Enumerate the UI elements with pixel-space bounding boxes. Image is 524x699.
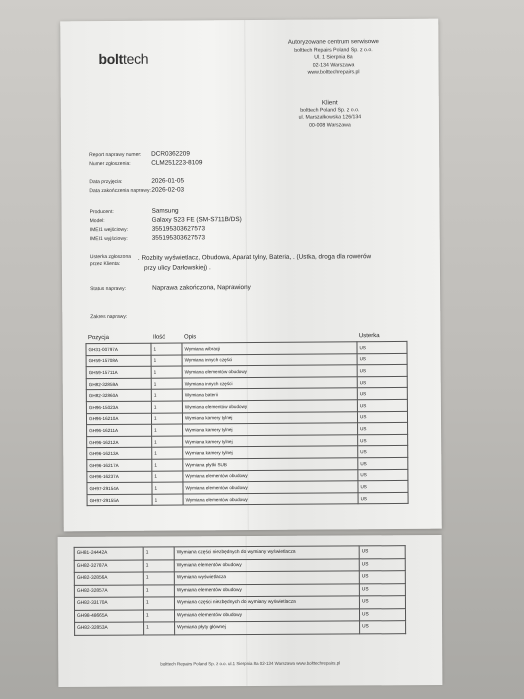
address-line: bolttech Repairs Poland Sp. z o.o. xyxy=(294,46,373,54)
fault-code: US xyxy=(359,583,405,596)
table-row xyxy=(75,621,406,635)
address-line: bolttech Poland Sp. z o.o. xyxy=(300,106,360,114)
date-done: 2026-02-03 xyxy=(151,186,185,194)
table-row xyxy=(87,492,408,506)
fault-code: US xyxy=(357,365,407,377)
date-in-row xyxy=(89,177,184,185)
part-code: GH96-16237A xyxy=(87,471,152,483)
field-label: Data zakończenia naprawy: xyxy=(89,187,151,195)
part-code: GH82-32856A xyxy=(74,572,143,585)
fault-description: . Rozbity wyświetlacz, Obudowa, Aparat tylny, Bateria, . (Ustka, droga dla rowerów xyxy=(137,253,372,262)
part-code: GH96-16213A xyxy=(87,448,152,460)
quantity: 1 xyxy=(143,584,174,597)
quantity: 1 xyxy=(143,572,174,585)
fault-code: US xyxy=(359,571,405,584)
fault-code: US xyxy=(357,341,407,353)
fault-code: US xyxy=(357,376,407,388)
fault-code: US xyxy=(359,596,405,609)
quantity: 1 xyxy=(152,471,183,483)
part-code: GH97-29154A xyxy=(87,482,152,494)
quantity: 1 xyxy=(151,401,182,413)
ticket-number: CLM251223-8109 xyxy=(151,159,203,167)
fault-code: US xyxy=(358,446,408,458)
col-header-fault: Usterka xyxy=(358,333,380,340)
date-in: 2026-01-05 xyxy=(151,177,185,185)
fault-code: US xyxy=(357,411,407,423)
imei-out-row xyxy=(90,234,205,242)
client-address xyxy=(255,99,405,130)
quantity: 1 xyxy=(151,366,182,378)
fault-code: US xyxy=(357,388,407,400)
address-line: www.bolttechrepairs.pl xyxy=(307,69,360,76)
imei-in-row xyxy=(90,225,205,233)
client-title: Klient xyxy=(321,99,338,107)
fault-code: US xyxy=(359,608,405,621)
quantity: 1 xyxy=(143,547,174,560)
address-line: 02-134 Warszawa xyxy=(312,62,355,69)
service-center-address xyxy=(258,39,408,78)
description: Wymiana elementów obudowy xyxy=(174,608,359,621)
part-code: GH96-16212A xyxy=(87,436,152,448)
fault-code: US xyxy=(359,558,405,571)
description: Wymiana części niezbędnych do wymiany wyświetlacza xyxy=(174,596,359,609)
part-code: GH96-16217A xyxy=(87,459,152,471)
page-footer: bolttech Repairs Poland Sp. z o.o. ul.1 Sierpnia 8a 02-134 Warszawa www.bolttechrepairs.pl xyxy=(160,660,341,667)
description: Wymiana kamery tylnej xyxy=(183,435,358,448)
fault-description-cont: przy ulicy Darłowskiej) . xyxy=(143,264,211,272)
part-code: GH59-15711A xyxy=(86,366,151,378)
part-code: GH98-48665A xyxy=(74,610,143,623)
imei-out: 355195303627573 xyxy=(151,234,206,242)
part-code: GH59-15708A xyxy=(86,355,151,367)
fault-code: US xyxy=(358,469,408,481)
description: Wymiana elementów obudowy xyxy=(183,481,358,494)
part-code: GH96-15023A xyxy=(86,401,151,413)
quantity: 1 xyxy=(152,436,183,448)
fault-code: US xyxy=(358,481,408,493)
address-line: Ul. 1 Sierpnia 8a xyxy=(314,54,353,61)
model-row xyxy=(90,216,242,224)
field-label: Report naprawy numer: xyxy=(89,151,142,159)
description: Wymiana innych części xyxy=(182,353,357,366)
model: Galaxy S23 FE (SM-S711B/DS) xyxy=(151,216,242,224)
quantity: 1 xyxy=(151,389,182,401)
field-label: Model: xyxy=(89,218,105,225)
fault-code: US xyxy=(358,423,408,435)
part-code: GH82-32860A xyxy=(86,390,151,402)
imei-in: 355195303627573 xyxy=(151,225,206,233)
description: Wymiana kamery tylnej xyxy=(183,423,358,436)
description: Wymiana płytki SUB xyxy=(183,458,358,471)
date-done-row xyxy=(89,186,184,194)
field-label: IMEI1 wyjściowy: xyxy=(89,235,128,243)
repair-report-page-1-lower-section xyxy=(58,535,443,687)
description: Wymiana wyświetlacza xyxy=(174,571,359,584)
fault-code: US xyxy=(357,353,407,365)
fault-code: US xyxy=(357,399,407,411)
fault-code: US xyxy=(359,546,405,559)
description: Wymiana części niezbędnych do wymiany wyświetlacza xyxy=(174,546,359,559)
fault-code: US xyxy=(360,621,406,634)
field-label: IMEI1 wejściowy: xyxy=(89,226,129,234)
part-code: GH82-32857A xyxy=(74,585,143,598)
fault-row xyxy=(90,252,410,274)
field-label: Numer zgłoszenia: xyxy=(89,160,131,168)
col-header-qty: Ilość xyxy=(152,334,166,341)
repair-status: Naprawa zakończona, Naprawiony xyxy=(152,284,251,292)
quantity: 1 xyxy=(151,343,182,355)
col-header-position: Pozycja xyxy=(87,334,109,342)
repair-report-page-1 xyxy=(60,19,442,532)
description: Wymiana baterii xyxy=(182,388,357,401)
maker: Samsung xyxy=(151,207,179,215)
quantity: 1 xyxy=(143,559,174,572)
repair-scope-table xyxy=(85,331,408,507)
part-code: GH82-33170A xyxy=(74,597,143,610)
part-code: GH96-16210A xyxy=(86,413,151,425)
repair-scope-table-continued xyxy=(74,545,406,635)
description: Wymiana innych części xyxy=(182,377,357,390)
part-code: GH82-32853A xyxy=(75,622,144,635)
description: Wymiana elementów obudowy xyxy=(174,558,359,571)
description: Wymiana wibracji xyxy=(182,342,357,355)
quantity: 1 xyxy=(152,459,183,471)
fault-code: US xyxy=(358,492,408,504)
part-code: GH96-16211A xyxy=(87,424,152,436)
quantity: 1 xyxy=(144,622,175,635)
field-label: Usterka zgłoszona przez Klienta: xyxy=(89,253,132,268)
description: Wymiana elementów obudowy xyxy=(174,583,359,596)
quantity: 1 xyxy=(152,494,183,506)
logo-text-light: tech xyxy=(122,50,149,67)
scope-label: Zakres naprawy: xyxy=(90,313,128,321)
field-label: Data przyjęcia: xyxy=(89,178,123,186)
quantity: 1 xyxy=(152,482,183,494)
description: Wymiana elementów obudowy xyxy=(182,365,357,378)
quantity: 1 xyxy=(143,597,174,610)
part-code: GH82-32859A xyxy=(86,378,151,390)
description: Wymiana płyty głównej xyxy=(175,621,360,634)
report-number: DCR0362209 xyxy=(151,150,190,158)
col-header-description: Opis xyxy=(183,334,197,341)
report-number-row xyxy=(89,150,190,158)
field-label: Producent: xyxy=(89,208,114,216)
status-row xyxy=(90,284,251,292)
service-center-title: Autoryzowane centrum serwisowe xyxy=(287,39,379,46)
logo-text-bold: bolt xyxy=(98,50,124,68)
field-label: Status naprawy: xyxy=(90,285,126,293)
description: Wymiana elementów obudowy xyxy=(183,469,358,482)
bolttech-logo xyxy=(98,51,148,67)
maker-row xyxy=(90,208,179,216)
fault-code: US xyxy=(358,457,408,469)
quantity: 1 xyxy=(152,447,183,459)
quantity: 1 xyxy=(151,413,182,425)
part-code: GH81-24442A xyxy=(74,547,143,560)
description: Wymiana elementów obudowy xyxy=(183,492,358,505)
quantity: 1 xyxy=(151,378,182,390)
quantity: 1 xyxy=(151,355,182,367)
description: Wymiana kamery tylnej xyxy=(183,446,358,459)
address-line: ul. Marszałkowska 126/134 xyxy=(298,114,362,121)
address-line: 00-008 Warszawa xyxy=(309,122,351,129)
description: Wymiana kamery tylnej xyxy=(182,411,357,424)
part-code: GH97-29155A xyxy=(87,494,152,506)
quantity: 1 xyxy=(152,424,183,436)
part-code: GH82-32787A xyxy=(74,560,143,573)
fault-code: US xyxy=(358,434,408,446)
part-code: GH31-00797A xyxy=(86,343,151,355)
ticket-number-row xyxy=(89,159,202,167)
description: Wymiana elementów obudowy xyxy=(182,400,357,413)
quantity: 1 xyxy=(143,609,174,622)
